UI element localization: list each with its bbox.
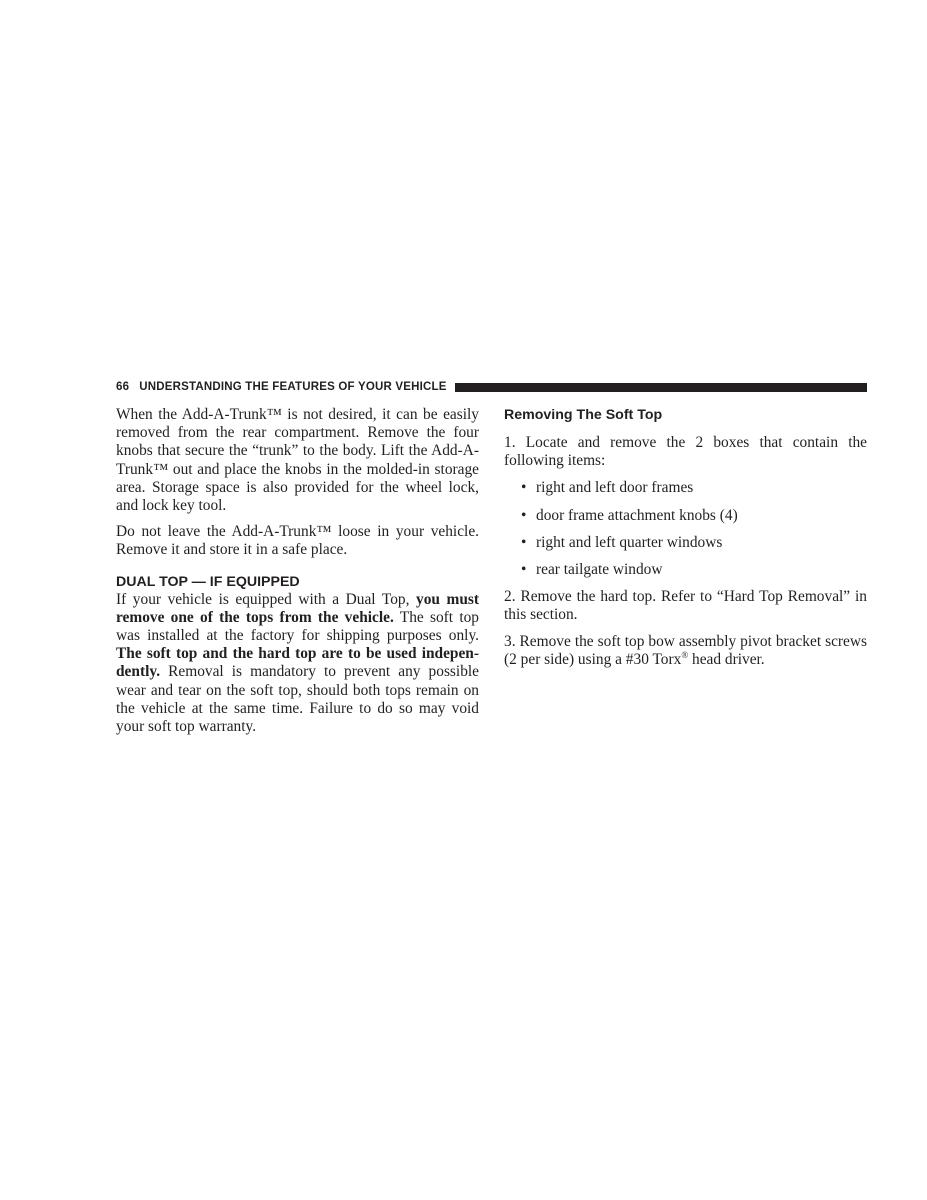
add-a-trunk-removal-paragraph: When the Add-A-Trunk™ is not desired, it can be easily removed from the rear compartment. Remove the four knobs that secure the “trunk” to the body. Lift the Add-A-Trunk™ out and place the knobs in the molded-in storage area. Storage space is also provided for the wheel lock, and lock key tool.	[116, 406, 479, 515]
bullet-icon: •	[521, 561, 527, 579]
bullet-icon: •	[521, 479, 527, 497]
step-3-text-b: head driver.	[688, 650, 765, 668]
right-column	[504, 406, 867, 669]
step-3-text-a: 3. Remove the soft top bow assembly pivot bracket screws (2 per side) using a #30 Torx	[504, 632, 867, 668]
list-item	[504, 507, 867, 525]
list-item	[504, 534, 867, 552]
dual-top-text-2: The soft top was installed at the factory for shipping purposes only.	[116, 608, 479, 645]
left-column	[116, 406, 479, 736]
list-item-text: rear tailgate window	[536, 561, 663, 579]
dual-top-text-3: Removal is mandatory to prevent any possible wear and tear on the soft top, should both tops remain on the vehicle at the same time. Failure to do so may void your soft top warranty.	[116, 663, 479, 736]
bullet-icon: •	[521, 533, 527, 551]
dual-top-warning-1: you must remove one of the tops from the vehicle.	[116, 590, 480, 626]
registered-mark: ®	[681, 649, 689, 660]
add-a-trunk-storage-paragraph: Do not leave the Add-A-Trunk™ loose in your vehicle. Remove it and store it in a safe place.	[116, 523, 479, 559]
step-2-text: 2. Remove the hard top. Refer to “Hard Top Removal” in this section.	[504, 588, 867, 624]
list-item-text: right and left door frames	[536, 479, 694, 497]
list-item-text: door frame attachment knobs (4)	[536, 506, 738, 524]
step-3-text	[504, 633, 867, 669]
header-rule	[455, 383, 867, 392]
running-header	[116, 379, 867, 395]
page-number: 66	[116, 381, 130, 393]
list-item-text: right and left quarter windows	[536, 533, 723, 551]
dual-top-text-1: If your vehicle is equipped with a Dual Top,	[116, 590, 416, 608]
list-item	[504, 479, 867, 497]
dual-top-paragraph	[116, 591, 479, 737]
bullet-icon: •	[521, 506, 527, 524]
list-item	[504, 561, 867, 579]
step-1-text: 1. Locate and remove the 2 boxes that contain the following items:	[504, 434, 867, 470]
running-head-title: UNDERSTANDING THE FEATURES OF YOUR VEHICLE	[139, 381, 447, 393]
removing-soft-top-heading: Removing The Soft Top	[504, 407, 663, 423]
dual-top-warning-2: The soft top and the hard top are to be used indepen-dently.	[116, 645, 479, 681]
items-list	[504, 479, 867, 579]
dual-top-heading: DUAL TOP — IF EQUIPPED	[116, 573, 300, 590]
